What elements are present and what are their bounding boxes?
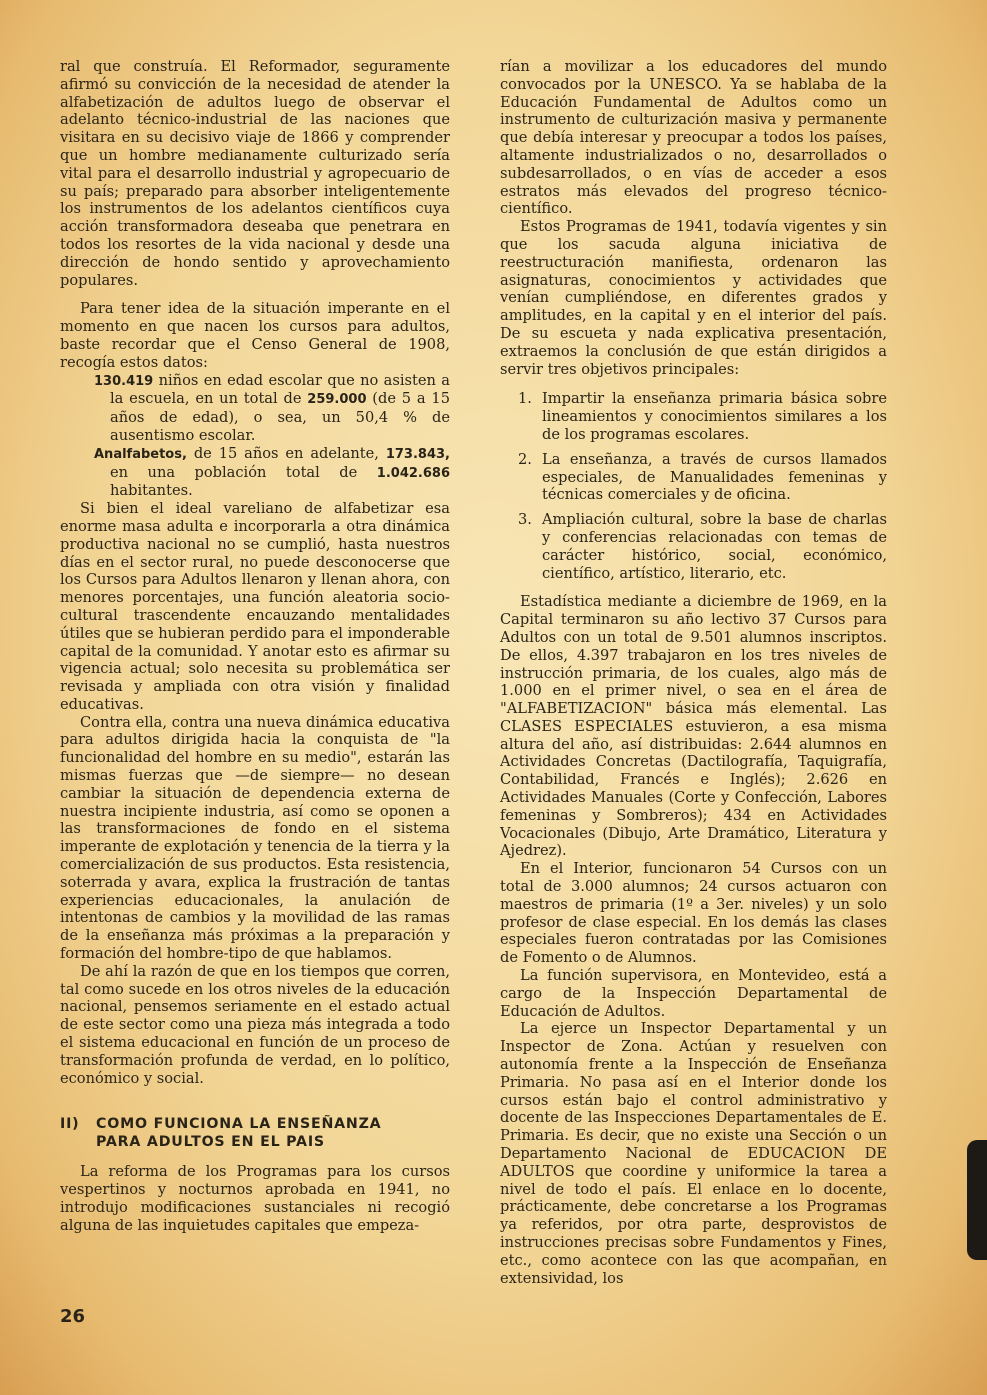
stat-value: 130.419 [94, 373, 154, 389]
stat-text: niños en edad escolar que no asisten a la escuela, en un total de [110, 371, 450, 408]
paragraph: Estadística mediante a diciembre de 1969, en la Capital terminaron su año lectivo 37 Cursos para Adultos con un total de 9.501 alumnos inscriptos. De ellos, 4.397 trabajaron en los tres niveles de instrucción primaria, de los cuales, algo más de 1.000 en el primer nivel, o sea en el área de "ALFABETIZACION" básica más elemental. Las CLASES ESPECIALES estuvieron, a esa misma altura del año, así distribuidas: 2.644 alumnos en Actividades Concretas (Dactilografía, Taquigrafía, Contabilidad, Francés e Inglés); 2.626 en Actividades Manuales (Corte y Confección, Labores femeninas y Sombreros); 434 en Actividades Vocacionales (Dibujo, Arte Dramático, Literatura y Ajedrez). [500, 593, 887, 860]
paragraph: Para tener idea de la situación imperante en el momento en que nacen los cursos para adultos, baste recordar que el Censo General de 1908, recogía estos datos: [60, 300, 450, 371]
paragraph: ral que construía. El Reformador, seguramente afirmó su convicción de la necesidad de atender la alfabetización de adultos luego de observar el adelanto técnico-industrial de las naciones que visitara en su decisivo viaje de 1866 y comprender que un hombre medianamente culturizado sería vital para el desarrollo industrial y agropecuario de su país; preparado para absorber inteligentemente los instrumentos de los adelantos científicos cuya acción transformadora deseaba que penetrara en todos los resortes de la vida nacional y desde una dirección de hondo sentido y aprovechamiento populares. [60, 58, 450, 289]
census-stat-children [94, 371, 450, 445]
section-heading-line1: COMO FUNCIONA LA ENSEÑANZA [96, 1116, 382, 1133]
stat-value: 259.000 [307, 392, 367, 408]
objectives-list [500, 390, 887, 582]
stat-label: Analfabetos, [94, 446, 187, 462]
list-item [500, 451, 887, 504]
page-number: 26 [60, 1306, 86, 1327]
paragraph: Estos Programas de 1941, todavía vigentes y sin que los sacuda alguna iniciativa de reestructuración manifiesta, ordenaron las asignaturas, conocimientos y actividades que venían cumpliéndose, en diferentes grados y amplitudes, en la capital y en el interior del país. De su escueta y nada explicativa presentación, extraemos la conclusión de que están dirigidos a servir tres objetivos principales: [500, 218, 887, 378]
paragraph: La función supervisora, en Montevideo, está a cargo de la Inspección Departamental de Educación de Adultos. [500, 967, 887, 1020]
section-number: II) [60, 1116, 80, 1133]
list-number: 2. [518, 450, 532, 468]
stat-text: en una población total de [110, 463, 377, 481]
section-heading [60, 1115, 450, 1151]
stat-text: (de 5 a 15 años de edad), o sea, un 50,4 % de ausentismo escolar. [110, 390, 450, 444]
stat-value: 1.042.686 [376, 465, 450, 481]
list-text: Ampliación cultural, sobre la base de charlas y conferencias relacionadas con temas de carácter histórico, social, económico, científico, artístico, literario, etc. [542, 511, 887, 582]
paragraph: La ejerce un Inspector Departamental y un Inspector de Zona. Actúan y resuelven con autonomía frente a la Inspección de Enseñanza Primaria. No pasa así en el Interior donde los cursos están bajo el control administrativo y docente de las Inspecciones Departamentales de E. Primaria. Es decir, que no existe una Sección o un Departamento Nacional de EDUCACION DE ADULTOS que coordine y uniformice la tarea a nivel de todo el país. El enlace en lo docente, prácticamente, debe concretarse a los Programas ya referidos, por otra parte, desprovistos de instrucciones precisas sobre Fundamentos y Fines, etc., como acontece con las que acompañan, en extensividad, los [500, 1020, 887, 1287]
paragraph: Contra ella, contra una nueva dinámica educativa para adultos dirigida hacia la conquista de "la funcionalidad del hombre en su medio", estarán las mismas fuerzas que —de siempre— no desean cambiar la situación de dependencia externa de nuestra incipiente industria, así como se oponen a las transformaciones de fondo en el sistema imperante de explotación y tenencia de la tierra y la comercialización de sus productos. Esta resistencia, soterrada y avara, explica la frustración de tantas experiencias educacionales, la anulación de intentonas de cambios y la movilidad de las ramas de la enseñanza más próximas a la preparación y formación del hombre-tipo de que hablamos. [60, 713, 450, 963]
paragraph: De ahí la razón de que en los tiempos que corren, tal como sucede en los otros niveles de la educación nacional, pensemos seriamente en el estado actual de este sector como una pieza más integrada a todo el sistema educacional en función de un proceso de transformación profunda de verdad, en lo político, económico y social. [60, 962, 450, 1087]
stat-text: de 15 años en adelante, [186, 444, 386, 462]
right-column [500, 58, 887, 1287]
left-column [60, 58, 450, 1235]
list-number: 1. [518, 390, 532, 408]
list-text: La enseñanza, a través de cursos llamados especiales, de Manualidades femeninas y técnicas comerciales y de oficina. [542, 450, 887, 504]
list-text: Impartir la enseñanza primaria básica sobre lineamientos y conocimientos similares a los de los programas escolares. [542, 390, 887, 443]
list-item [500, 390, 887, 443]
stat-value: 173.843, [385, 446, 450, 462]
census-stat-illiterates [94, 444, 450, 500]
paragraph: rían a movilizar a los educadores del mundo convocados por la UNESCO. Ya se hablaba de la Educación Fundamental de Adultos como un instrumento de culturización masiva y permanente que debía interesar y preocupar a todos los países, altamente industrializados o no, desarrollados o subdesarrollados, o en vías de acceder a esos estratos más elevados del progreso técnico-científico. [500, 58, 887, 218]
paragraph: En el Interior, funcionaron 54 Cursos con un total de 3.000 alumnos; 24 cursos actuaron con maestros de primaria (1º a 3er. niveles) y un solo profesor de clase especial. En los demás las clases especiales fueron contratadas por las Comisiones de Fomento o de Alumnos. [500, 860, 887, 967]
ink-blot [967, 1140, 987, 1260]
section-heading-line2: PARA ADULTOS EN EL PAIS [96, 1134, 325, 1151]
list-item [500, 511, 887, 582]
list-number: 3. [518, 511, 532, 529]
stat-text: habitantes. [110, 482, 193, 500]
paragraph: Si bien el ideal vareliano de alfabetizar esa enorme masa adulta e incorporarla a otra dinámica productiva nacional no se cumplió, hasta nuestros días en el sector rural, no puede desconocerse que los Cursos para Adultos llenaron y llenan ahora, con menores porcentajes, una función aleatoria socio-cultural trascendente encauzando mentalidades útiles que se hubieran perdido para el imponderable capital de la comunidad. Y anotar esto es afirmar su vigencia actual; solo necesita su problemática ser revisada y ampliada con otra visión y finalidad educativas. [60, 500, 450, 713]
paragraph: La reforma de los Programas para los cursos vespertinos y nocturnos aprobada en 1941, no introdujo modificaciones sustanciales ni recogió alguna de las inquietudes capitales que empeza- [60, 1163, 450, 1234]
